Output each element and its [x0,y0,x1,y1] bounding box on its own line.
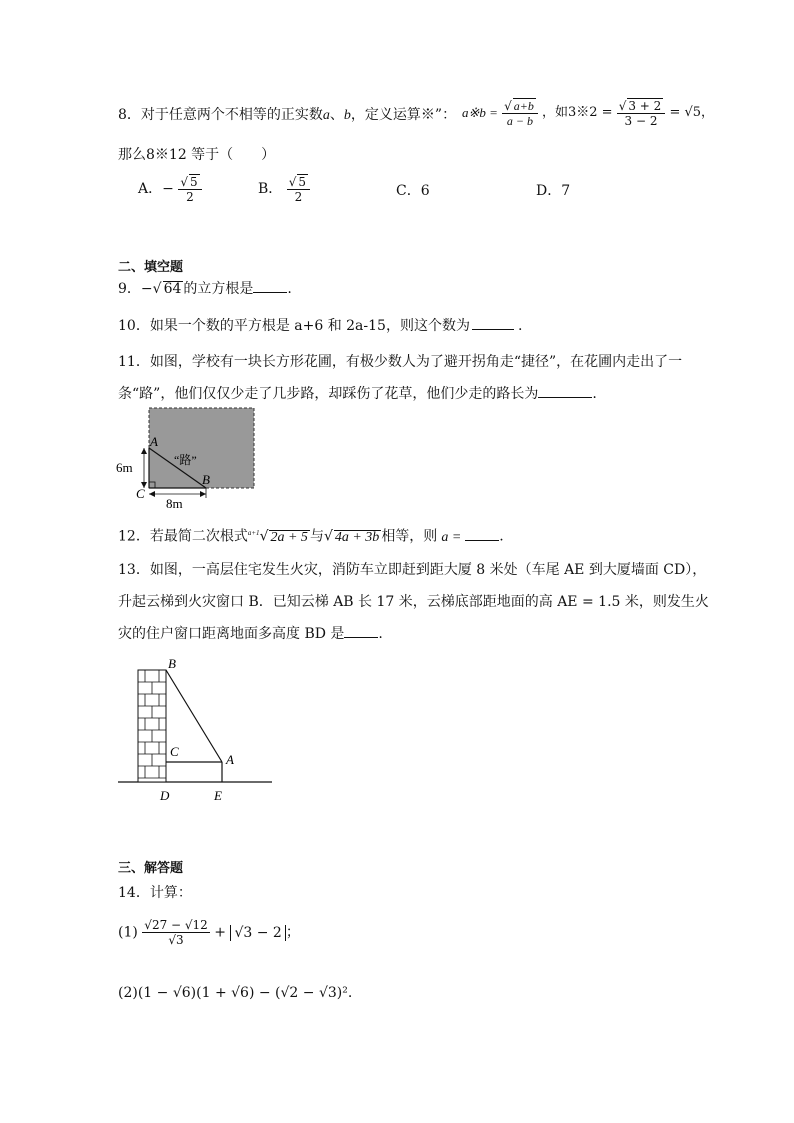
q13-line1: 13．如图，一高层住宅发生火灾，消防车立即赶到距大厦 8 米处（车尾 AE 到大厦墙面 CD）， [118,562,707,578]
q8-def-fraction: $\frac{√ a+b}{a - b}$ [502,98,538,128]
fig11-height-label: 6m [116,460,133,475]
q8-example-fraction: $\frac{√ 3 + 2}{3 - 2}$ [617,98,666,128]
section-fill-in-title: 二、填空题 [118,260,184,275]
q14-title: 14．计算： [118,885,192,901]
q13-line2: 升起云梯到火灾窗口 B．已知云梯 AB 长 17 米，云梯底部距地面的高 AE = 1.5 米，则发生火 [118,594,709,610]
q8-line1: 8．对于任意两个不相等的正实数a、b，定义运算※”： [118,107,457,123]
q8-var-a: a [322,108,330,123]
q14-p1-abs: √3 − 2 [230,925,285,941]
q11-answer-blank[interactable] [538,385,592,398]
q11-figure [114,404,260,512]
fig11-road-label: “路” [174,453,197,467]
fig11-width-label: 8m [166,496,183,511]
q14-part1: (1) $\frac{√27 - √12}{√3}$ + √3 − 2 ； [118,918,300,947]
q11-line1: 11．如图，学校有一块长方形花圃，有极少数人为了避开拐角走“捷径”，在花圃内走出了一 [118,354,683,370]
q8-definition: a※b = $\frac{√ a+b}{a - b}$ ，如3※2 = $\frac{√ 3 + 2}{3 - 2}$ = √5， [462,99,715,128]
section-answer-title: 三、解答题 [118,861,184,876]
q8-option-b: B． $\frac{√ 5}{2}$ [258,174,310,204]
q8-var-b: b [343,108,351,123]
q8-option-a: A．− $\frac{√ 5}{2}$ [138,174,202,204]
q8-line2: 那么8※12 等于（ ） [118,147,276,163]
q11-line2: 条“路”，他们仅仅少走了几步路，却踩伤了花草，他们少走的路长为 . [118,386,597,402]
fig13-label-a: A [226,752,234,767]
q14-part2: (2)(1 − √6)(1 + √6) − (√2 − √3)². [118,985,353,1001]
fig11-label-c: C [136,486,145,501]
q13-answer-blank[interactable] [344,625,378,638]
q12: 12．若最简二次根式$^{a+1}$√ 2a + 5 与√ 4a + 3b 相等，则 a = . [118,528,504,545]
q12-answer-blank[interactable] [465,528,499,541]
q8-option-d: D．7 [536,183,571,199]
q13-line3: 灾的住户窗口距离地面多高度 BD 是 . [118,626,383,642]
q10: 10．如果一个数的平方根是 a+6 和 2a-15，则这个数为 . [118,318,523,334]
q10-answer-blank[interactable] [472,317,514,330]
fig11-label-a: A [150,434,158,449]
fig13-label-c: C [170,744,179,759]
q8-option-c: C．6 [396,183,430,199]
fig13-label-b: B [168,656,176,671]
q14-p1-fraction: $\frac{√27 - √12}{√3}$ [144,918,208,947]
q9: 9．−√ 64 的立方根是 . [118,281,292,297]
q13-figure [116,652,276,804]
fig13-label-e: E [214,788,222,803]
q9-answer-blank[interactable] [253,280,287,293]
fig13-label-d: D [160,788,170,803]
fig11-label-b: B [202,472,210,487]
